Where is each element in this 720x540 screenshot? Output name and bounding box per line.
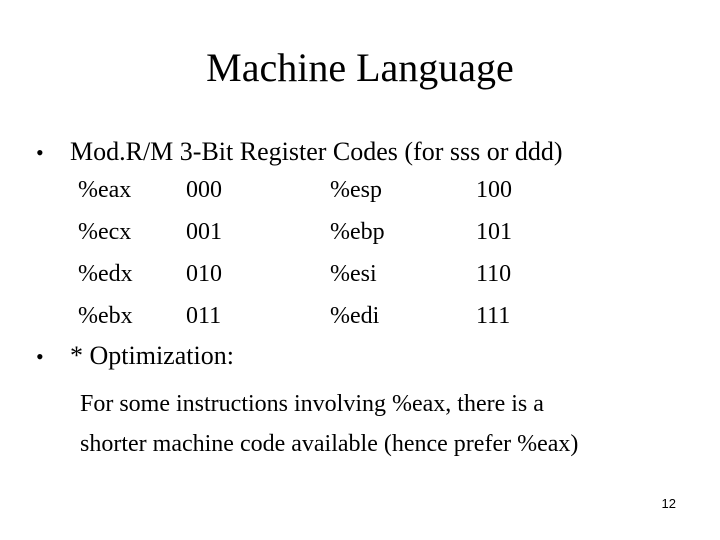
register-code: 001: [186, 219, 222, 245]
register-name: %esi: [330, 261, 377, 287]
bullet-optimization: [36, 340, 234, 373]
bullet-text: * Optimization:: [70, 341, 234, 370]
optimization-note: [80, 384, 700, 464]
register-code: 000: [186, 177, 222, 203]
bullet-marker: •: [36, 344, 44, 369]
register-code: 111: [476, 303, 511, 329]
register-name: %ebp: [330, 219, 385, 245]
bullet-marker: •: [36, 140, 44, 165]
note-line: shorter machine code available (hence prefer %eax): [80, 431, 579, 457]
register-name: %esp: [330, 177, 382, 203]
register-code-table: [78, 176, 538, 336]
register-code: 101: [476, 219, 512, 245]
register-code: 011: [186, 303, 222, 329]
bullet-text: Mod.R/M 3-Bit Register Codes (for sss or ddd): [70, 137, 563, 166]
register-code: 010: [186, 261, 222, 287]
register-name: %ecx: [78, 219, 132, 245]
register-code: 100: [476, 177, 512, 203]
slide-title: Machine Language: [206, 45, 514, 90]
register-name: %eax: [78, 177, 132, 203]
note-line: For some instructions involving %eax, there is a: [80, 391, 544, 417]
register-name: %edi: [330, 303, 380, 329]
register-name: %edx: [78, 261, 133, 287]
page-number: 12: [661, 496, 676, 511]
register-code: 110: [476, 261, 512, 287]
bullet-register-codes: [36, 136, 563, 169]
register-name: %ebx: [78, 303, 133, 329]
